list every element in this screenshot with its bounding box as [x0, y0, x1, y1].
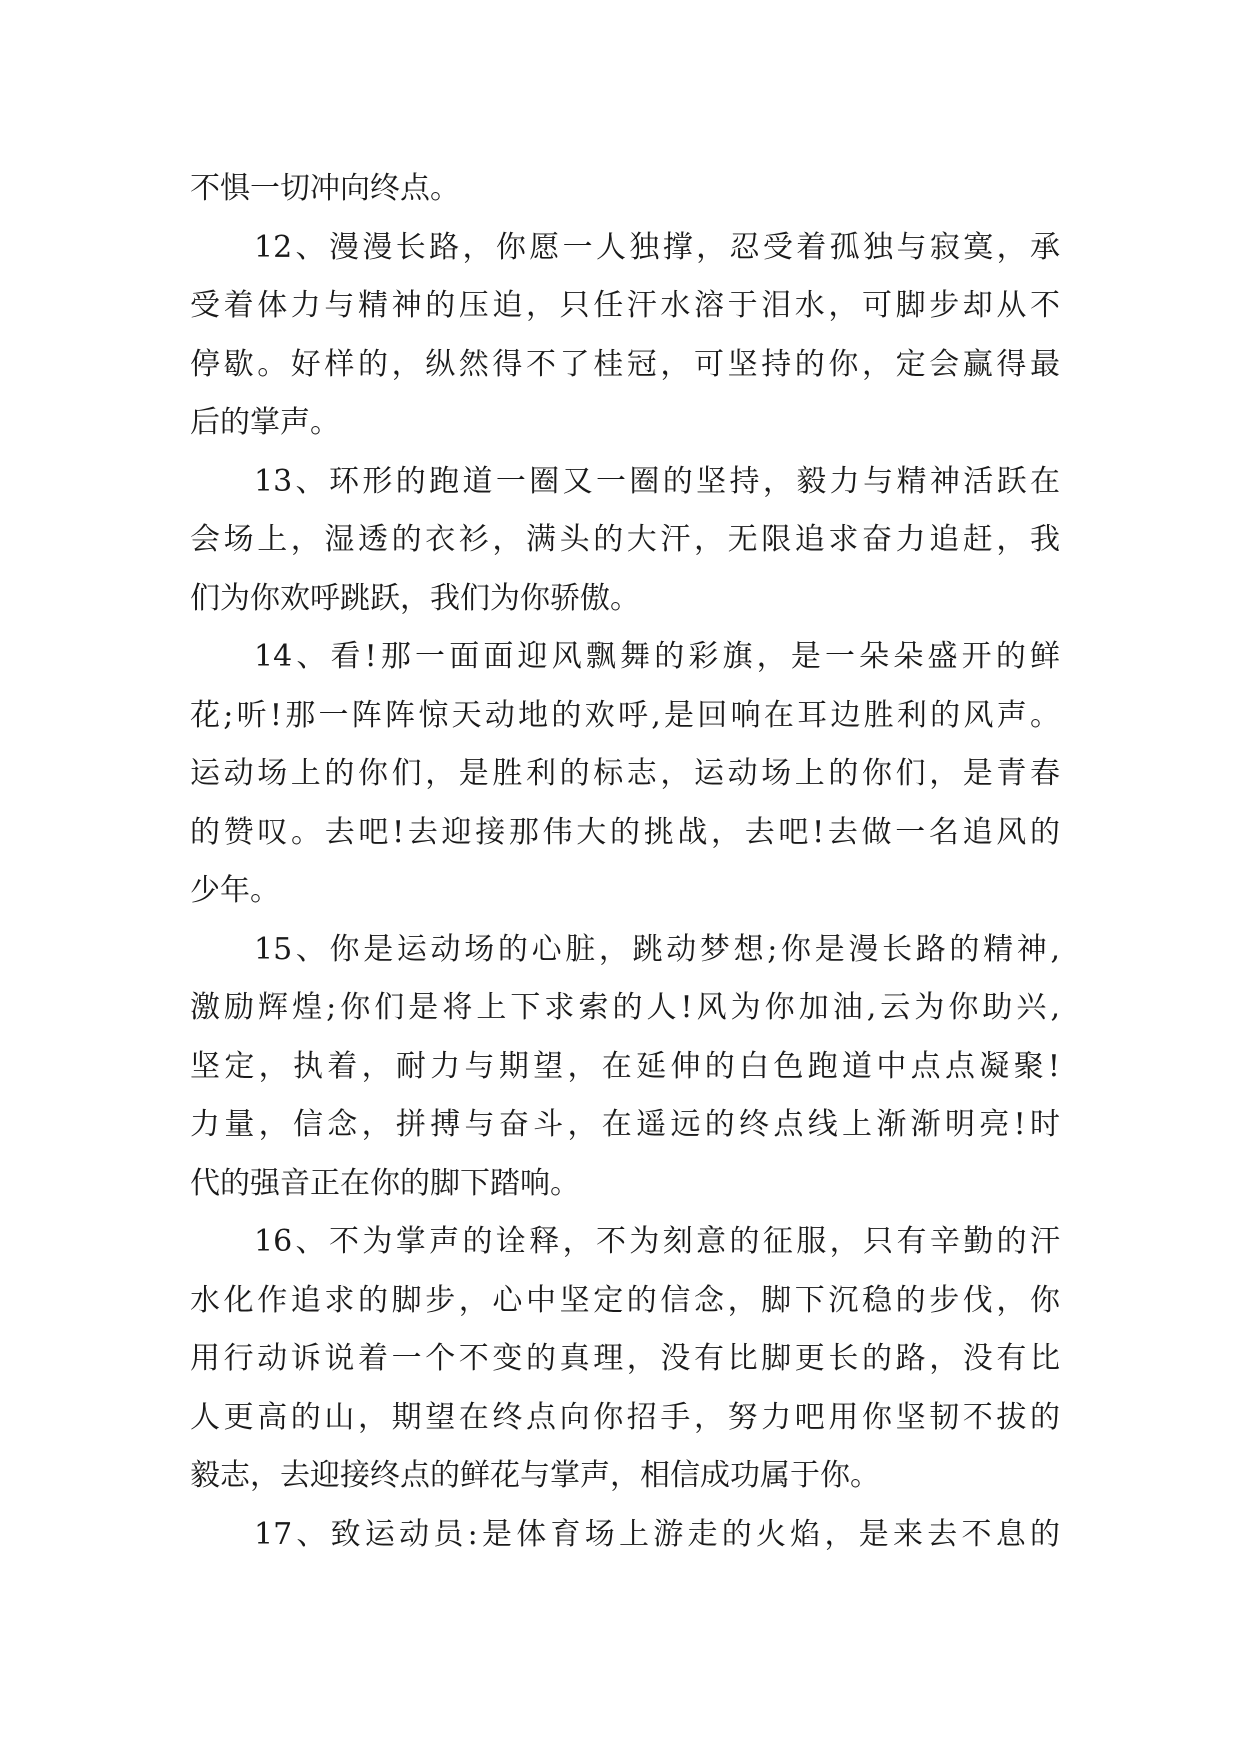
- text-line: 受着体力与精神的压迫，只任汗水溶于泪水，可脚步却从不: [190, 288, 1060, 323]
- text-line: 运动场上的你们，是胜利的标志，运动场上的你们，是青春: [190, 756, 1060, 791]
- text-line: 们为你欢呼跳跃，我们为你骄傲。: [190, 580, 640, 616]
- text-line: 少年。: [190, 873, 280, 908]
- text-line: 停歇。好样的，纵然得不了桂冠，可坚持的你，定会赢得最: [190, 346, 1060, 382]
- text-line: 激励辉煌;你们是将上下求索的人!风为你加油,云为你助兴,: [190, 990, 1060, 1025]
- text-line: 坚定，执着，耐力与期望，在延伸的白色跑道中点点凝聚!: [190, 1048, 1060, 1084]
- text-line: 用行动诉说着一个不变的真理，没有比脚更长的路，没有比: [190, 1341, 1060, 1376]
- text-line: 后的掌声。: [190, 405, 340, 440]
- text-line: 毅志，去迎接终点的鲜花与掌声，相信成功属于你。: [190, 1458, 880, 1493]
- text-line: 的赞叹。去吧!去迎接那伟大的挑战，去吧!去做一名追风的: [190, 814, 1060, 850]
- text-line: 花;听!那一阵阵惊天动地的欢呼,是回响在耳边胜利的风声。: [190, 697, 1060, 733]
- text-line: 15、你是运动场的心脏，跳动梦想;你是漫长路的精神,: [254, 931, 1060, 967]
- text-line: 会场上，湿透的衣衫，满头的大汗，无限追求奋力追赶，我: [190, 522, 1060, 557]
- text-line: 13、环形的跑道一圈又一圈的坚持，毅力与精神活跃在: [254, 463, 1060, 499]
- text-line: 12、漫漫长路，你愿一人独撑，忍受着孤独与寂寞，承: [254, 229, 1060, 265]
- text-line: 人更高的山，期望在终点向你招手，努力吧用你坚韧不拔的: [190, 1399, 1060, 1435]
- text-line: 不惧一切冲向终点。: [190, 171, 460, 206]
- text-line: 水化作追求的脚步，心中坚定的信念，脚下沉稳的步伐，你: [190, 1282, 1060, 1318]
- text-line: 力量，信念，拼搏与奋斗，在遥远的终点线上渐渐明亮!时: [190, 1107, 1060, 1142]
- document-body: [190, 160, 1060, 1564]
- text-line: 17、致运动员:是体育场上游走的火焰，是来去不息的: [254, 1516, 1060, 1552]
- text-line: 14、看!那一面面迎风飘舞的彩旗，是一朵朵盛开的鲜: [254, 639, 1060, 674]
- text-line: 16、不为掌声的诠释，不为刻意的征服，只有辛勤的汗: [254, 1224, 1060, 1259]
- text-line: 代的强音正在你的脚下踏响。: [190, 1165, 580, 1201]
